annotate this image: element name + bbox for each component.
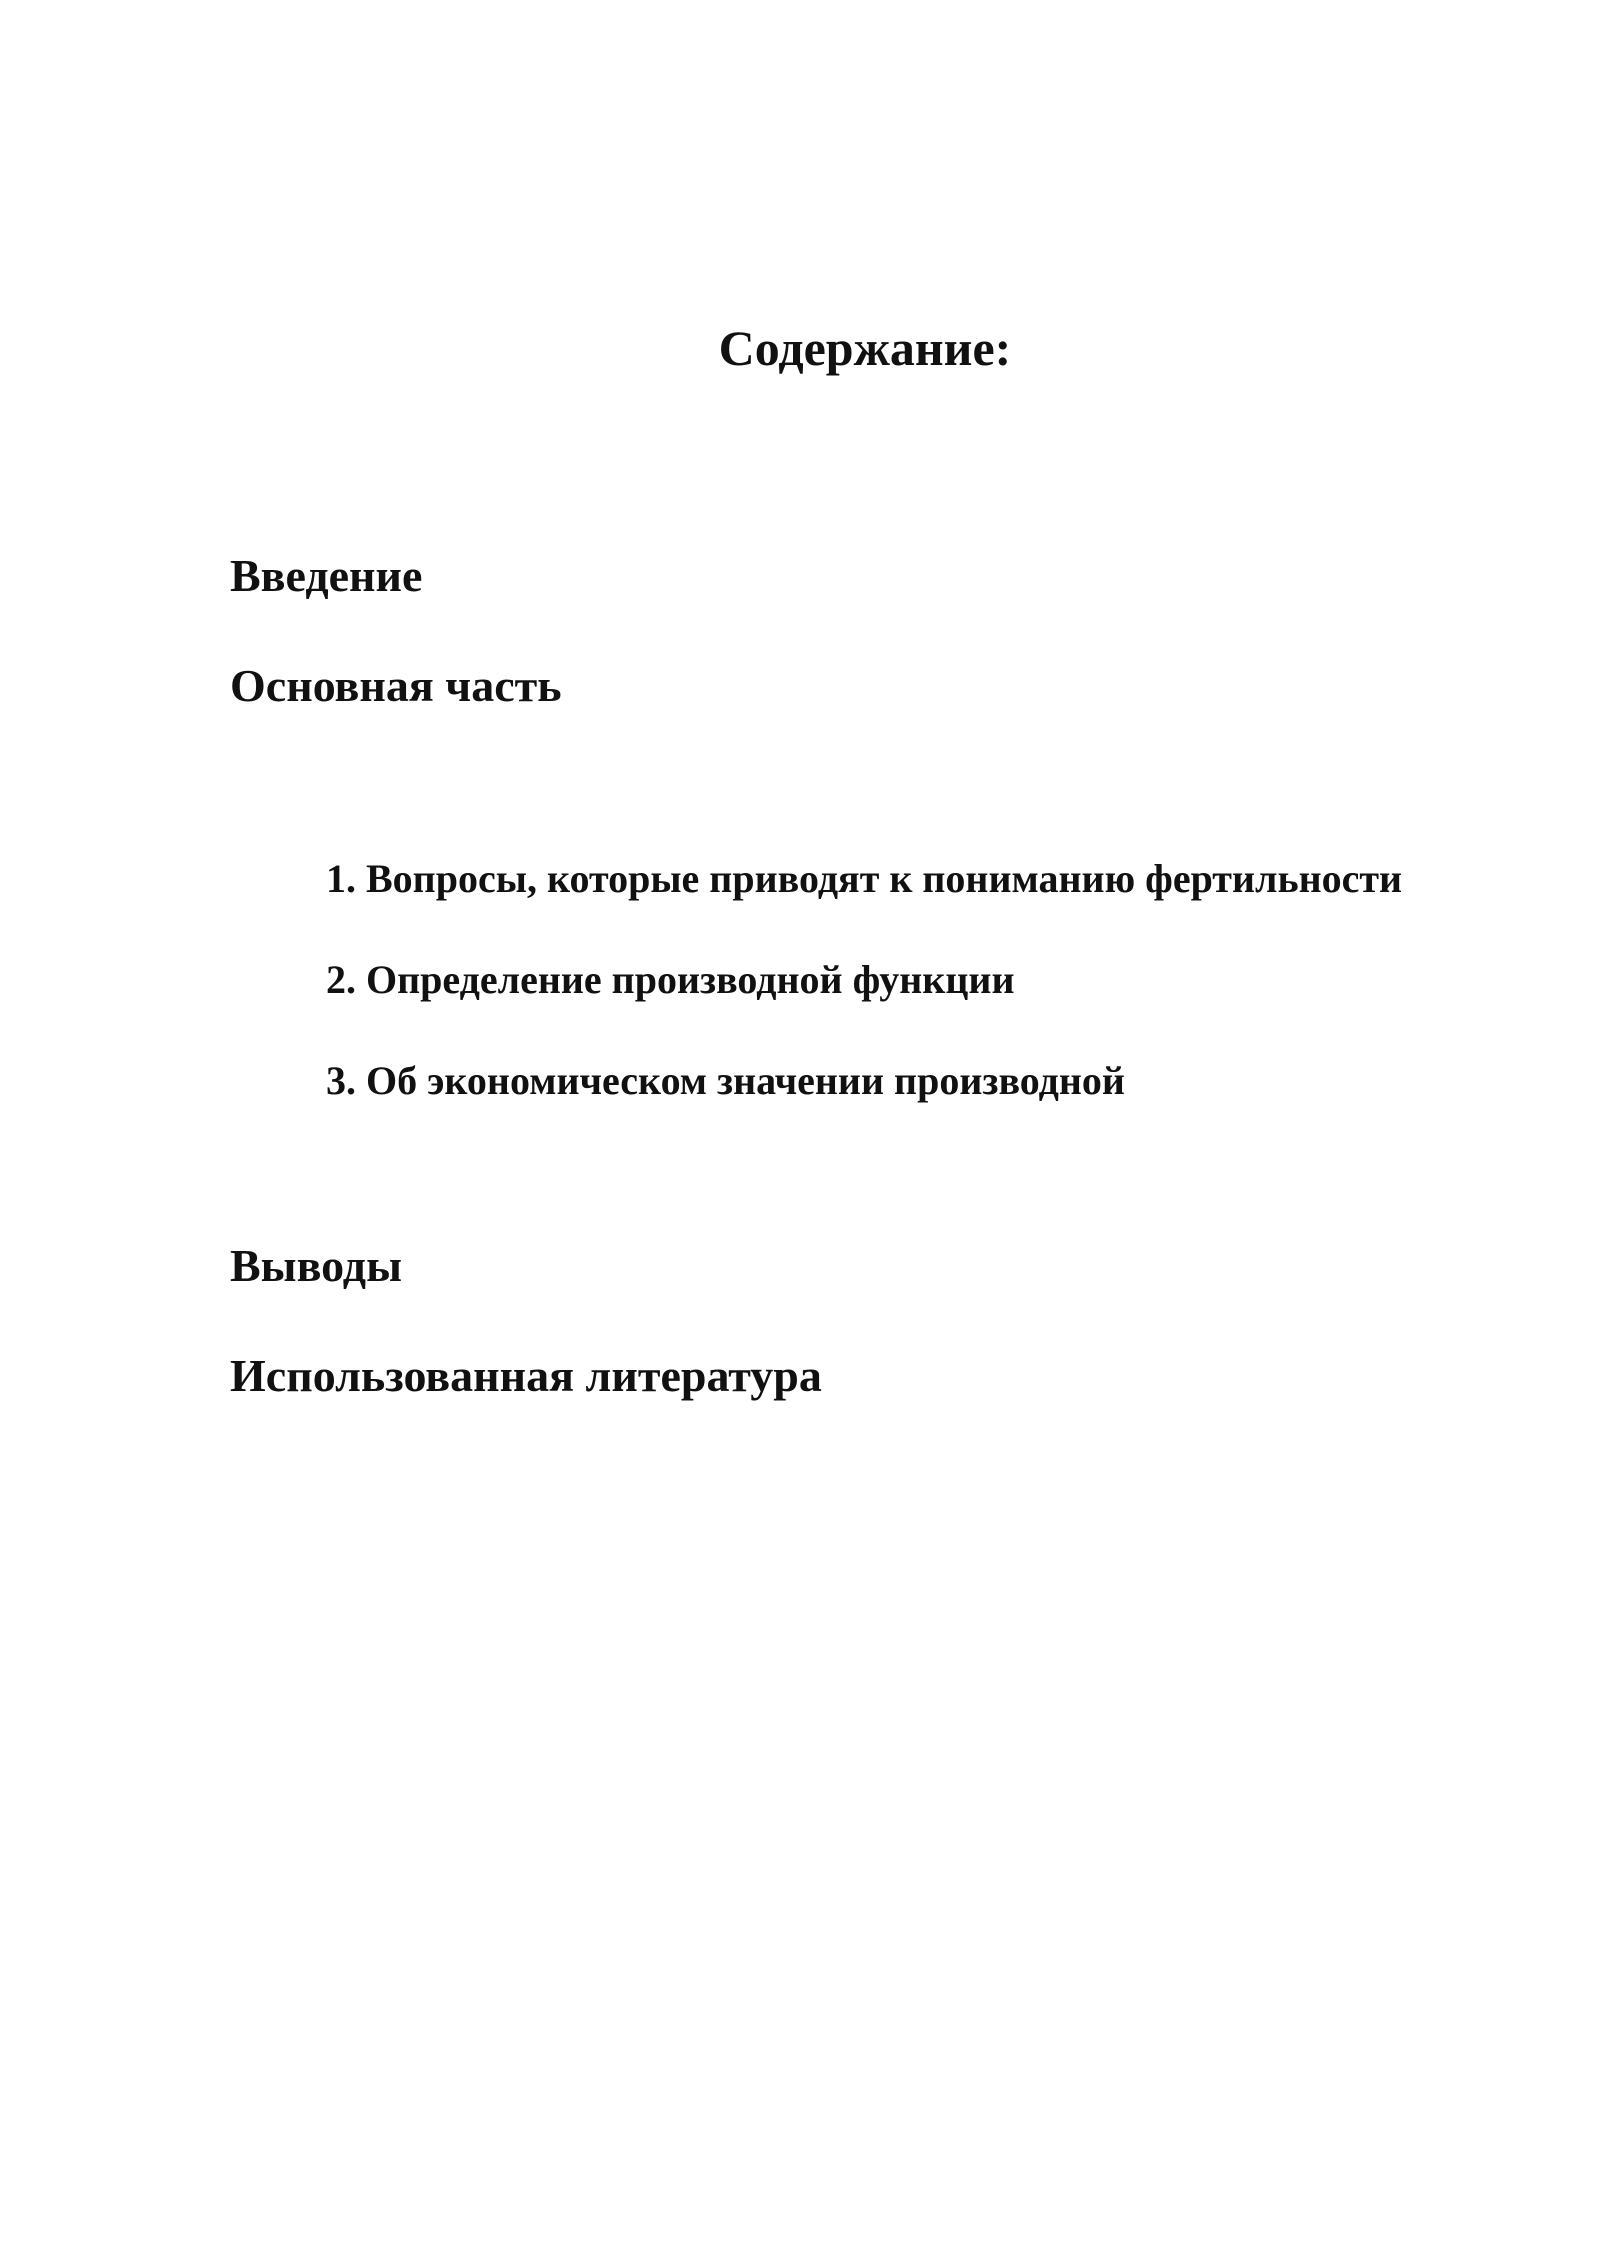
toc-subsection-label: Вопросы, которые приводят к пониманию фертильности [366, 856, 1403, 901]
toc-subsection-number: 1. [326, 856, 356, 901]
toc-subsection-label: Определение производной функции [366, 957, 1015, 1002]
toc-entry-main-part: Основная часть [230, 660, 562, 711]
toc-title: Содержание: [718, 320, 1012, 376]
toc-entry-references: Использованная литература [230, 1350, 822, 1401]
toc-subsection-3 [326, 1056, 1125, 1106]
toc-subsection-1 [326, 854, 1402, 904]
toc-subsection-number: 3. [326, 1058, 356, 1103]
toc-entry-conclusions: Выводы [230, 1240, 402, 1291]
toc-subsection-2 [326, 955, 1015, 1005]
toc-subsection-label: Об экономическом значении производной [366, 1058, 1125, 1103]
toc-entry-introduction: Введение [230, 550, 423, 601]
toc-subsection-number: 2. [326, 957, 356, 1002]
